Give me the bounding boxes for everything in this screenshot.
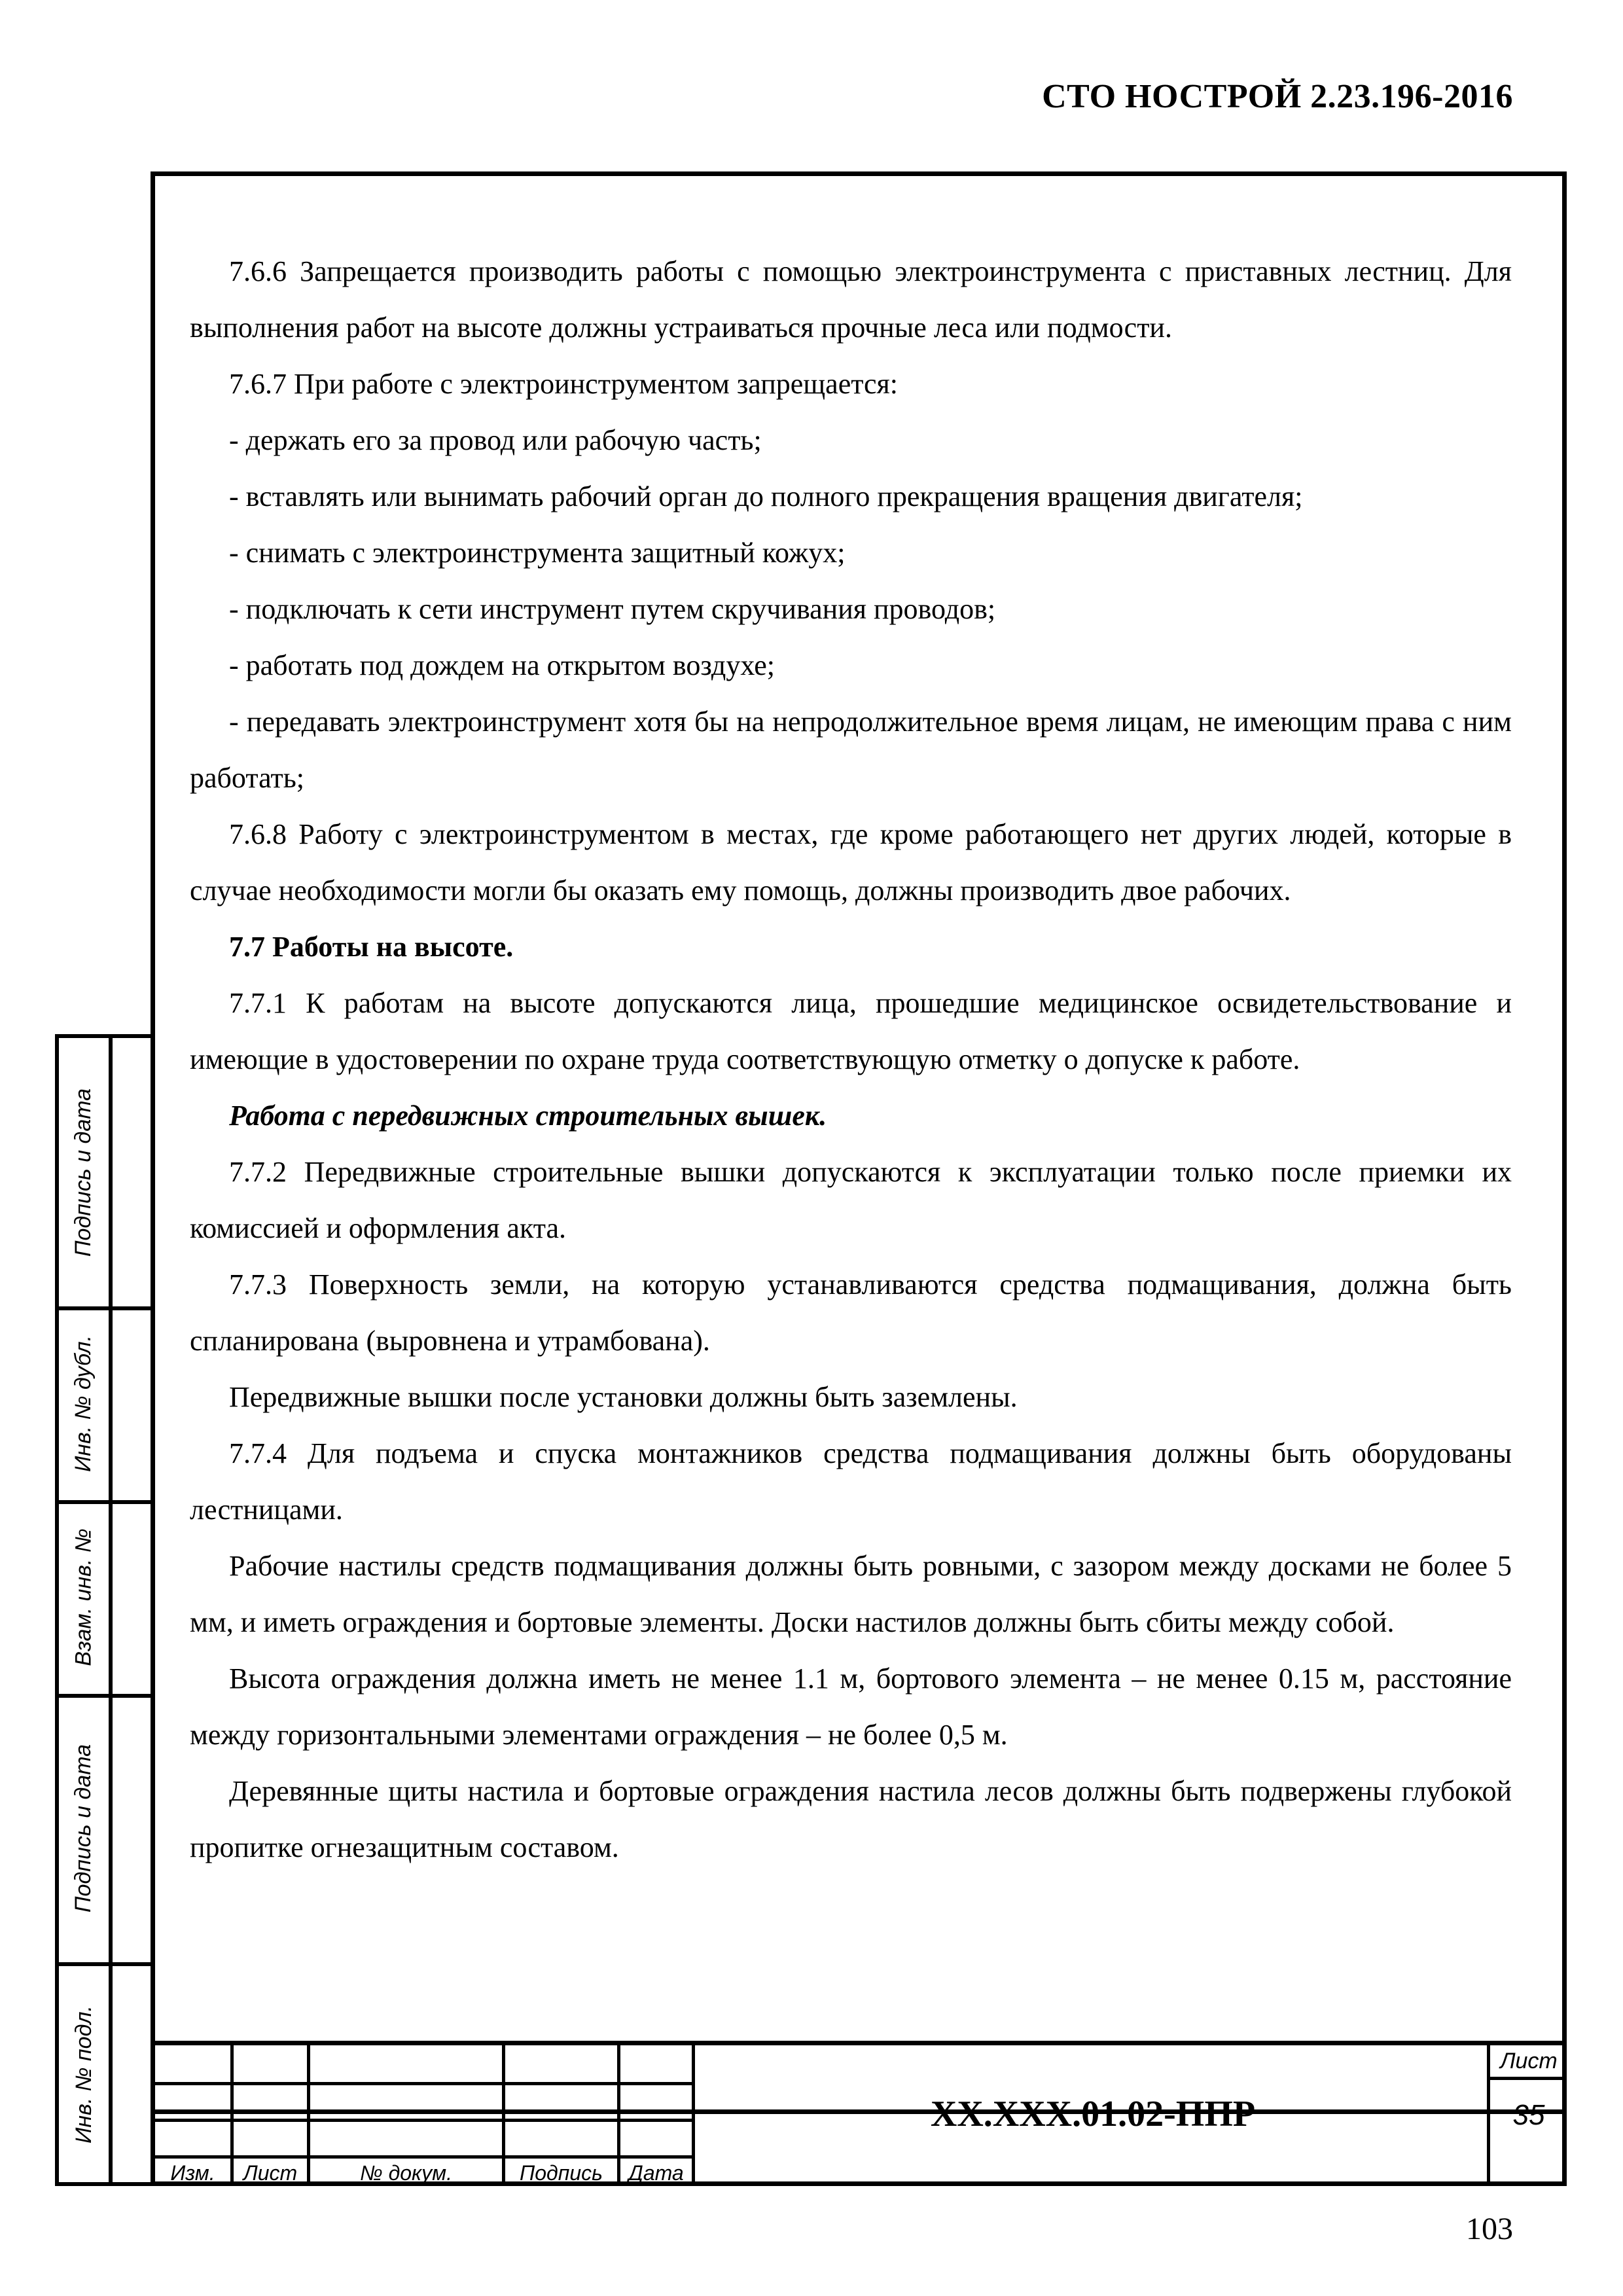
list-item: - работать под дождем на открытом воздухе; [229, 649, 775, 681]
side-stamp-cell [59, 1694, 109, 1962]
side-stamp-divider [109, 1038, 113, 2182]
paragraph-7-7-3: 7.7.3 Поверхность земли, на которую устанавливаются средства подмащивания, должна быть спланирована (выровнена и утрамбована). [190, 1268, 1512, 1357]
sheet-column-label: Лист [243, 2161, 298, 2185]
list-item: - вставлять или вынимать рабочий орган до полного прекращения вращения двигателя; [229, 480, 1303, 512]
document-number-column-label: № докум. [360, 2161, 452, 2185]
paragraph: Деревянные щиты настила и бортовые ограждения настила лесов должны быть подвержены глубокой пропитке огнезащитным составом. [190, 1775, 1512, 1863]
sheet-number: 35 [1512, 2099, 1545, 2131]
sign-date-label: Подпись и дата [71, 1088, 96, 1257]
paragraph: Передвижные вышки после установки должны быть заземлены. [229, 1381, 1018, 1413]
title-block-line [155, 2119, 694, 2122]
original-inventory-label: Инв. № подл. [71, 2005, 96, 2144]
sheet-label: Лист [1500, 2048, 1558, 2073]
side-stamp-cell [59, 1038, 109, 1306]
change-column-label: Изм. [170, 2161, 215, 2185]
title-block-line [155, 2082, 694, 2085]
paragraph: Рабочие настилы средств подмащивания должны быть ровными, с зазором между досками не более 5 мм, и иметь ограждения и бортовые элементы. Доски настилов должны быть сбиты между собой. [190, 1550, 1512, 1638]
date-column-label: Дата [628, 2161, 684, 2185]
duplicate-inventory-label: Инв. № дубл. [71, 1335, 96, 1472]
title-block-line [692, 2045, 695, 2186]
list-item: - держать его за провод или рабочую часть; [229, 424, 762, 456]
list-item: - снимать с электроинструмента защитный кожух; [229, 537, 846, 569]
list-item: - подключать к сети инструмент путем скручивания проводов; [229, 593, 996, 625]
sign-date-label: Подпись и дата [71, 1744, 96, 1912]
document-standard-header: СТО НОСТРОЙ 2.23.196-2016 [1042, 78, 1513, 115]
paragraph-7-6-7: 7.6.7 При работе с электроинструментом запрещается: [229, 368, 898, 400]
document-body [190, 243, 1512, 1876]
paragraph-7-7-1: 7.7.1 К работам на высоте допускаются лица, прошедшие медицинское освидетельствование и имеющие в удостоверении по охране труда соответствующую отметку о допуске к работе. [190, 987, 1512, 1075]
side-stamp-cell [59, 1962, 109, 2186]
paragraph-7-6-8: 7.6.8 Работу с электроинструментом в местах, где кроме работающего нет других людей, которые в случае необходимости могли бы оказать ему помощь, должны производить двое рабочих. [190, 818, 1512, 906]
replacement-inventory-label: Взам. инв. № [71, 1528, 96, 1666]
section-heading-7-7: 7.7 Работы на высоте. [229, 931, 514, 963]
paragraph-7-7-2: 7.7.2 Передвижные строительные вышки допускаются к эксплуатации только после приемки их комиссией и оформления акта. [190, 1156, 1512, 1244]
paragraph-7-6-6: 7.6.6 Запрещается производить работы с помощью электроинструмента с приставных лестниц. Для выполнения работ на высоте должны устраиваться прочные леса или подмости. [190, 255, 1512, 344]
side-stamp [55, 1034, 153, 2186]
title-block [151, 2041, 1567, 2186]
signature-column-label: Подпись [520, 2161, 603, 2185]
page-number: 103 [1466, 2212, 1513, 2246]
paragraph-7-7-4: 7.7.4 Для подъема и спуска монтажников средства подмащивания должны быть оборудованы лестницами. [190, 1437, 1512, 1526]
side-stamp-cell [59, 1306, 109, 1500]
list-item: - передавать электроинструмент хотя бы на непродолжительное время лицам, не имеющим права с ним работать; [190, 706, 1512, 794]
paragraph: Высота ограждения должна иметь не менее 1.1 м, бортового элемента – не менее 0.15 м, расстояние между горизонтальными элементами ограждения – не более 0,5 м. [190, 1662, 1512, 1751]
side-stamp-cell [59, 1500, 109, 1694]
subsection-heading: Работа с передвижных строительных вышек. [229, 1100, 827, 1132]
document-code: ХХ.ХХХ.01.02-ППР [930, 2094, 1256, 2134]
